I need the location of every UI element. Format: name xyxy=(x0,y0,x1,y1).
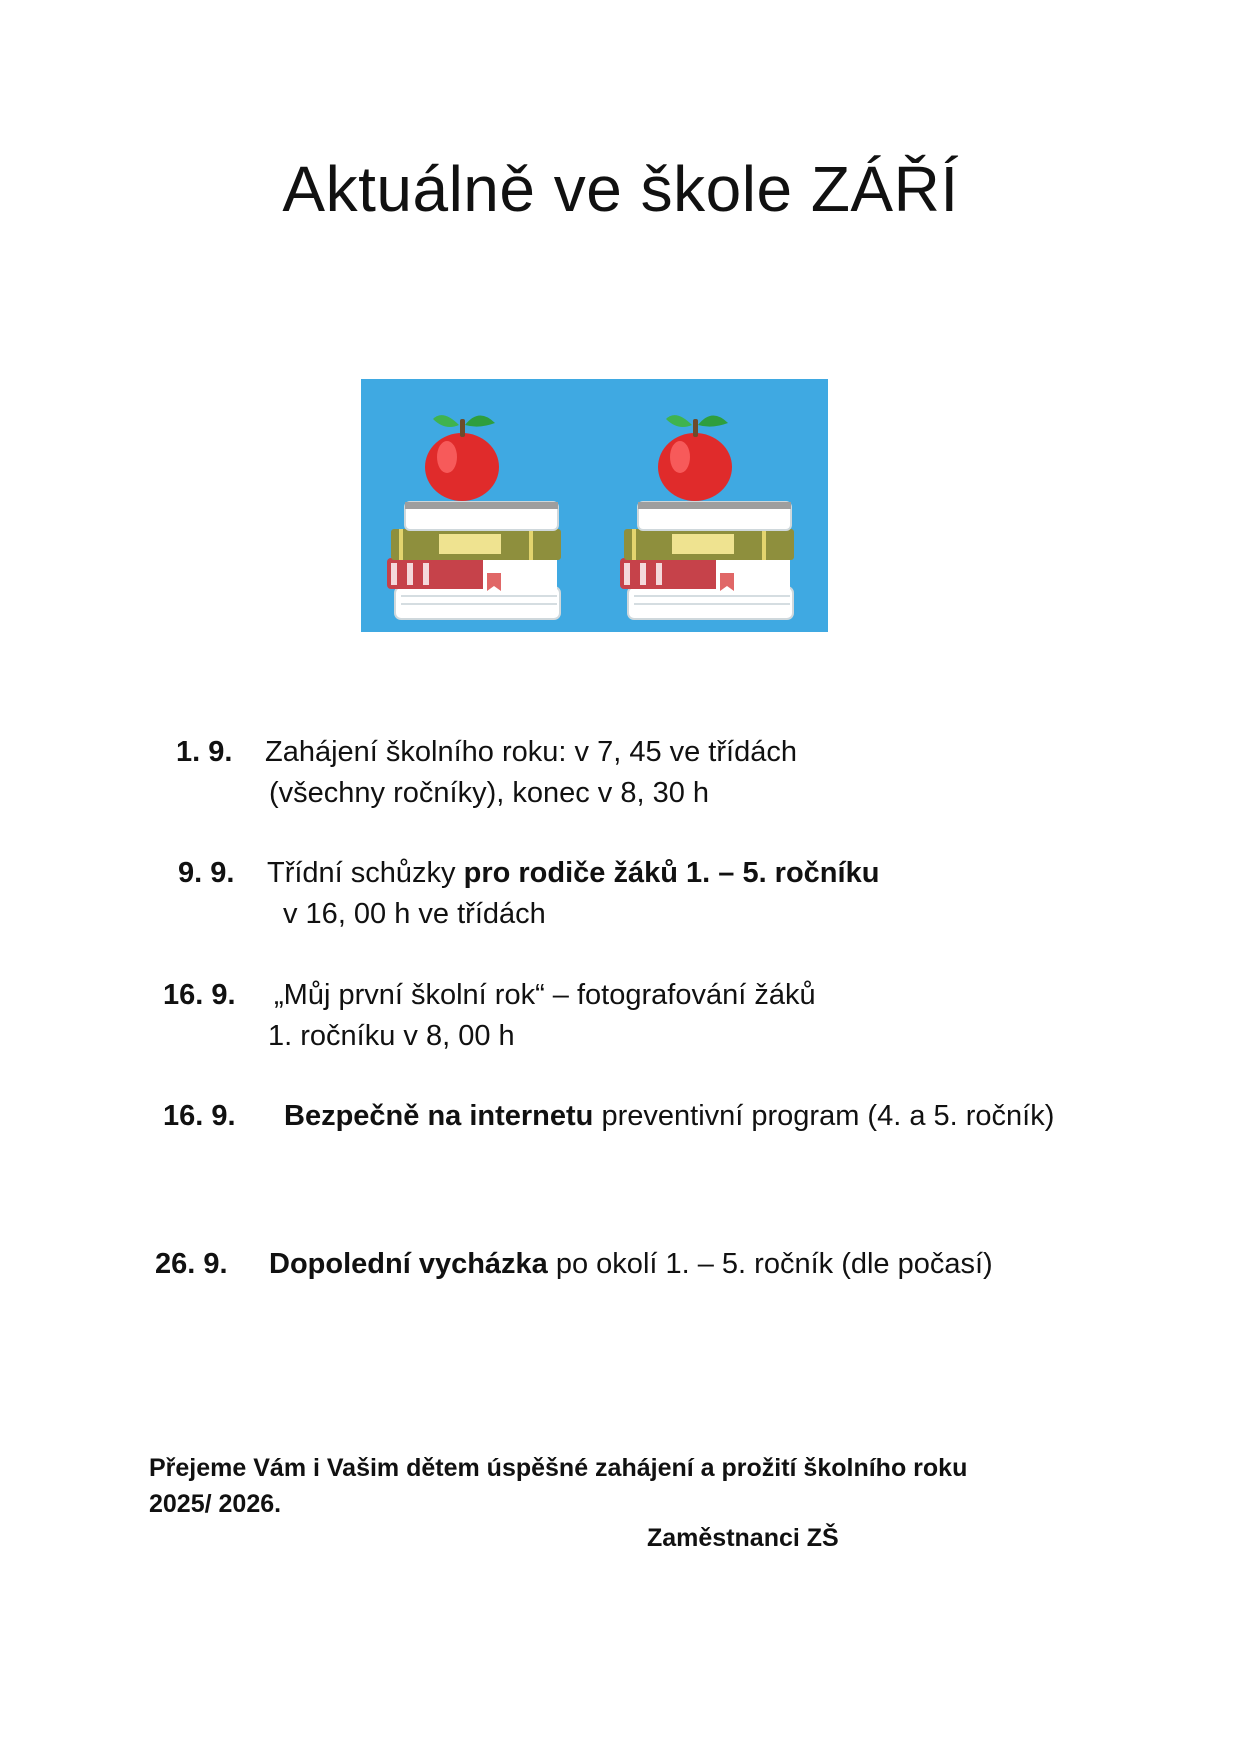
event-description xyxy=(267,852,879,894)
event-highlight: Dopolední vycházka xyxy=(269,1248,548,1280)
event-highlight: Bezpečně na internetu xyxy=(284,1100,594,1132)
event-date: 16. 9. xyxy=(163,979,236,1011)
event-description xyxy=(269,1243,993,1285)
event-highlight: pro rodiče žáků 1. – 5. ročníku xyxy=(463,857,880,889)
event-date: 9. 9. xyxy=(178,857,235,889)
event-description: „Můj první školní rok“ – fotografování žáků xyxy=(274,979,816,1011)
event-description-continued: 1. ročníku v 8, 00 h xyxy=(268,1020,515,1052)
apple-on-books-illustration xyxy=(361,379,828,632)
event-description-text: preventivní program (4. a 5. ročník) xyxy=(593,1100,1055,1132)
event-description-text: Třídní schůzky xyxy=(267,857,464,889)
event-description-text: po okolí 1. – 5. ročník (dle počasí) xyxy=(547,1248,993,1280)
page-title: Aktuálně ve škole ZÁŘÍ xyxy=(282,153,959,225)
event-description xyxy=(284,1095,1054,1137)
apple-on-books-icon xyxy=(361,379,828,632)
event-date: 26. 9. xyxy=(155,1248,228,1280)
event-description-continued: (všechny ročníky), konec v 8, 30 h xyxy=(269,777,710,809)
signature: Zaměstnanci ZŠ xyxy=(647,1524,839,1552)
greeting-line: 2025/ 2026. xyxy=(149,1490,282,1518)
greeting-line: Přejeme Vám i Vašim dětem úspěšné zahájení a prožití školního roku xyxy=(149,1454,968,1482)
greeting xyxy=(149,1450,967,1522)
event-date: 1. 9. xyxy=(176,736,233,768)
event-description: Zahájení školního roku: v 7, 45 ve třídách xyxy=(265,736,797,768)
event-description-continued: v 16, 00 h ve třídách xyxy=(283,898,546,930)
event-date: 16. 9. xyxy=(163,1100,236,1132)
